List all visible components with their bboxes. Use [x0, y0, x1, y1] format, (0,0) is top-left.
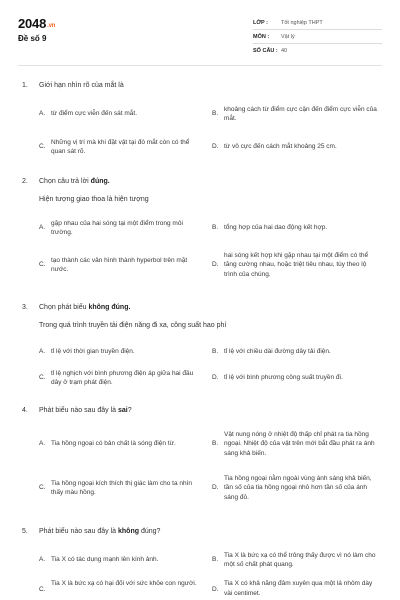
meta-value: Tốt nghiệp THPT — [281, 19, 323, 26]
option-c[interactable] — [39, 472, 204, 504]
option-a[interactable] — [39, 549, 204, 571]
option-letter: B. — [212, 348, 219, 356]
option-letter: C. — [39, 143, 46, 151]
option-c[interactable] — [39, 136, 204, 158]
meta-key: MÔN : — [253, 33, 270, 40]
option-a[interactable] — [39, 428, 204, 460]
option-letter: A. — [39, 348, 46, 356]
option-letter: C. — [39, 586, 46, 593]
option-d[interactable] — [212, 136, 379, 158]
question-text-lead: Chọn phát biểu — [39, 304, 89, 311]
option-text: khoảng cách từ điểm cực cận đến điểm cực viễn của mắt. — [224, 105, 377, 122]
option-text: Tia hồng ngoại nằm ngoài vùng ánh sáng khả biến, tần số của tia hồng ngoại nhỏ hơn tần số của ánh sáng đỏ. — [224, 474, 372, 501]
meta-value: 40 — [281, 48, 288, 54]
option-letter: D. — [212, 586, 219, 593]
option-d[interactable] — [212, 579, 379, 600]
option-letter: A. — [39, 110, 46, 118]
option-c[interactable] — [39, 249, 204, 281]
option-text: Tia hồng ngoại có bản chất là sóng điện từ. — [51, 440, 176, 448]
option-letter: C. — [39, 374, 46, 382]
header-divider — [18, 65, 382, 66]
option-text: từ điểm cực viễn đến sát mắt. — [51, 110, 138, 118]
option-b[interactable] — [212, 104, 379, 124]
option-b[interactable] — [212, 549, 379, 571]
option-text: hai sóng kết hợp khi gặp nhau tại một điểm có thể tăng cường nhau, hoặc triệt tiêu nhau, tùy theo lộ trình của chúng. — [224, 251, 369, 278]
exam-meta-table — [253, 16, 382, 58]
site-logo[interactable] — [18, 16, 55, 31]
option-c[interactable] — [39, 367, 204, 389]
question-text-lead: Phát biểu nào sau đây là — [39, 407, 119, 414]
question-number: 4. — [22, 407, 28, 414]
option-text: Tia X là bức xạ có thể trông thấy được vì nó làm cho một số chất phát quang. — [224, 551, 376, 568]
option-c[interactable] — [39, 579, 204, 600]
option-text: Tia X là bức xạ có hại đối với sức khỏe con người. — [51, 580, 197, 587]
question-text-emphasis: không — [118, 528, 140, 535]
meta-key: SỐ CÂU : — [253, 48, 278, 54]
question-2 — [22, 177, 382, 204]
exam-title: Đề số 9 — [18, 34, 47, 43]
option-text: tổng hợp của hai dao động kết hợp. — [224, 224, 328, 232]
option-b[interactable] — [212, 428, 379, 460]
meta-row-class — [253, 16, 382, 30]
question-text-emphasis: đúng. — [90, 178, 110, 185]
question-text — [39, 177, 110, 186]
option-text: tỉ lệ nghịch với bình phương điện áp giữa hai đầu dây ở trạm phát điện. — [51, 369, 194, 386]
meta-row-subject — [253, 30, 382, 44]
question-5 — [22, 527, 382, 536]
option-b[interactable] — [212, 345, 379, 359]
option-b[interactable] — [212, 217, 379, 239]
option-letter: B. — [212, 224, 219, 232]
question-text — [39, 527, 160, 536]
option-letter: D. — [212, 143, 219, 151]
option-letter: B. — [212, 110, 219, 118]
question-4 — [22, 406, 382, 415]
option-text: Những vị trí mà khi đặt vật tại đó mắt còn có thể quan sát rõ. — [51, 138, 190, 155]
question-text-tail: ? — [127, 407, 132, 414]
option-letter: B. — [212, 556, 219, 564]
question-text-lead: Chọn câu trả lời — [39, 178, 91, 185]
option-letter: B. — [212, 440, 219, 448]
question-text: Giới hạn nhìn rõ của mắt là — [39, 82, 124, 89]
option-text: từ vô cực đến cách mắt khoảng 25 cm. — [224, 143, 337, 151]
option-text: tỉ lệ với chiều dài đường dây tải điện. — [224, 348, 331, 356]
option-letter: C. — [39, 484, 46, 492]
question-text-tail: đúng? — [139, 528, 161, 535]
question-number: 5. — [22, 528, 28, 535]
meta-key: LỚP : — [253, 19, 268, 26]
option-text: tỉ lệ với thời gian truyền điện. — [51, 348, 135, 356]
meta-value: Vật lý — [281, 33, 295, 40]
logo-text: 2048 — [18, 16, 47, 31]
question-1 — [22, 81, 382, 90]
option-letter: A. — [39, 556, 46, 564]
option-text: Tia X có khả năng đâm xuyên qua một lá nhôm dày vài centimet. — [224, 580, 373, 597]
option-letter: A. — [39, 440, 46, 448]
option-text: Vật nung nóng ở nhiệt độ thấp chỉ phát ra tia hồng ngoại. Nhiệt độ của vật trên mới bắt đầu phát ra ánh sáng khả biến. — [224, 430, 375, 457]
question-text — [39, 303, 130, 312]
option-letter: D. — [212, 374, 219, 382]
option-text: tỉ lệ với bình phương công suất truyền đi. — [224, 374, 343, 382]
option-a[interactable] — [39, 345, 204, 359]
question-number: 2. — [22, 178, 28, 185]
question-text-emphasis: không đúng. — [88, 304, 131, 311]
option-text: tạo thành các vân hình thành hyperbol trên mặt nước. — [51, 256, 188, 273]
option-d[interactable] — [212, 472, 379, 504]
option-a[interactable] — [39, 104, 197, 124]
question-number: 1. — [22, 82, 28, 89]
option-d[interactable] — [212, 249, 379, 281]
option-letter: C. — [39, 261, 46, 269]
meta-row-count — [253, 44, 382, 58]
logo-suffix: .vn — [47, 23, 56, 29]
question-text — [39, 406, 132, 415]
option-letter: D. — [212, 484, 219, 492]
option-text: Tia X có tác dụng mạnh lên kính ảnh. — [51, 556, 159, 564]
question-stem: Trong quá trình truyền tải điện năng đi xa, công suất hao phí — [39, 322, 227, 329]
option-letter: A. — [39, 224, 46, 232]
question-number: 3. — [22, 304, 28, 311]
option-text: Tia hồng ngoại kích thích thị giác làm cho ta nhìn thấy màu hồng. — [51, 479, 193, 496]
option-text: gặp nhau của hai sóng tại một điểm trong môi trường. — [51, 219, 183, 236]
option-a[interactable] — [39, 217, 204, 239]
option-d[interactable] — [212, 367, 379, 389]
question-text-lead: Phát biểu nào sau đây là — [39, 528, 119, 535]
page-header — [18, 14, 382, 66]
option-letter: D. — [212, 261, 219, 269]
question-3 — [22, 303, 382, 330]
question-text-emphasis: sai — [118, 407, 128, 414]
question-stem: Hiện tượng giao thoa là hiện tượng — [39, 196, 149, 203]
